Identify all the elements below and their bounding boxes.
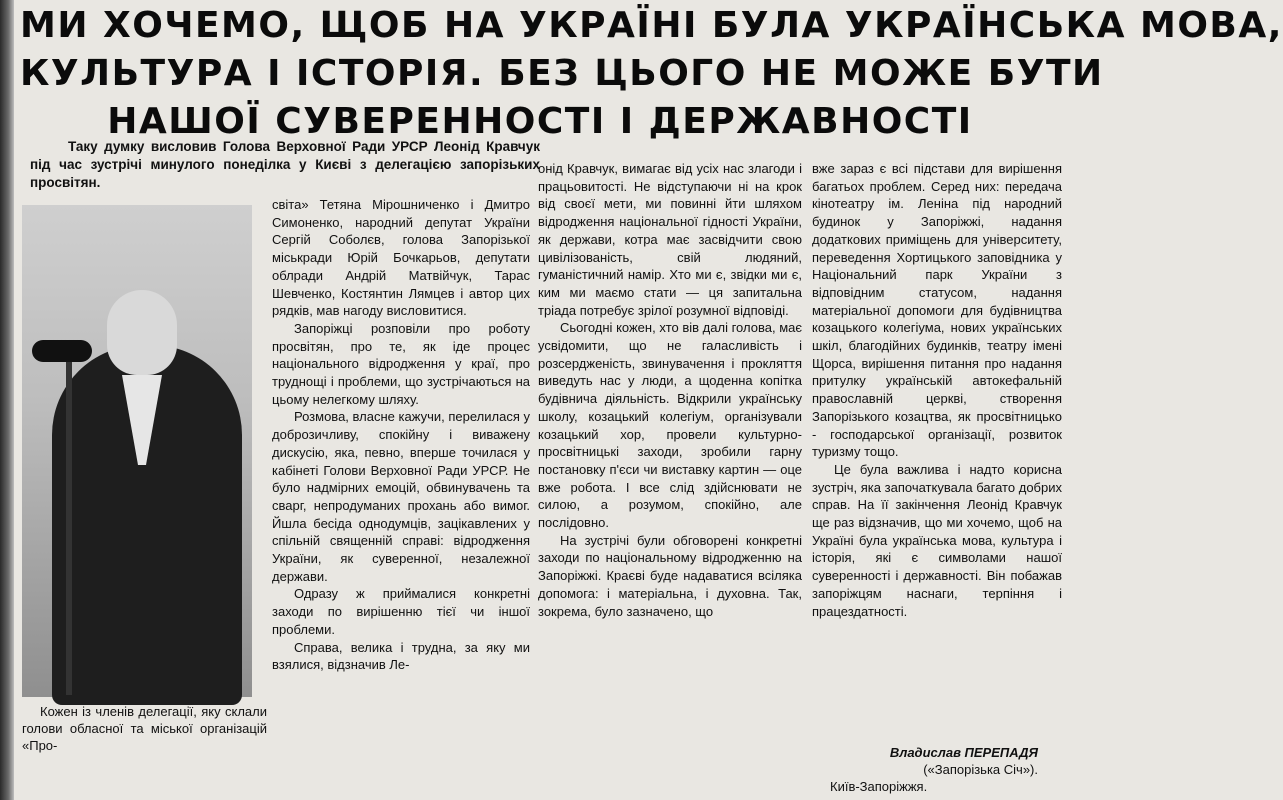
page-edge-shadow — [0, 0, 14, 800]
column4-paragraph: вже зараз є всі підстави для вирішення багатьох проблем. Серед них: передача кінотеатру ім. Леніна під народний будинок у Запоріжжі, надання додаткових приміщень для університету, переведення Хортицького заповідника у Національний парк України з відповідним статусом, надання матеріальної допомоги для будівництва козацького колегіума, нових українських шкіл, благодійних будинків, театру імені Щорса, вирішення питання про надання притулку українській автокефальній православній церкві, створення Запорізького козацтва, як просвітницько - господарської організації, розвиток туризму тощо. — [812, 161, 1062, 460]
column2-paragraph: Запоріжці розповіли про роботу просвітян, про те, як іде процес національного відродження у краї, про труднощі і проблеми, що зустрічаються на цьому нелегкому шляху. — [272, 320, 530, 407]
column2-paragraph: Справа, велика і трудна, за яку ми взялися, відзначив Ле- — [272, 639, 530, 673]
photo-figure-head — [107, 290, 177, 375]
lede-paragraph: Таку думку висловив Голова Верховної Ради УРСР Леонід Кравчук під час зустрічі минулого понеділка у Києві з делегацією запорізьких просвітян. — [30, 139, 540, 190]
dateline-place: Київ-Запоріжжя. — [830, 779, 928, 794]
photo-microphone — [32, 340, 92, 362]
column3-paragraph: На зустрічі були обговорені конкретні заходи по національному відродженню на Запоріжжі. Краєві буде надаватися всіляка допомога: і матеріальна, і духовна. Так, зокрема, було зазначено, що — [538, 532, 802, 619]
caption-paragraph: Кожен із членів делегації, яку склали голови обласної та міської організацій «Про- — [22, 704, 267, 753]
headline-line-2: КУЛЬТУРА І ІСТОРІЯ. БЕЗ ЦЬОГО НЕ МОЖЕ БУТИ — [20, 53, 1104, 94]
article-column-3 — [538, 160, 802, 620]
article-column-2 — [272, 196, 530, 674]
source-newspaper: («Запорізька Січ»). — [923, 762, 1038, 777]
headline-line-3: НАШОЇ СУВЕРЕННОСТІ І ДЕРЖАВНОСТІ — [107, 101, 973, 142]
photo-mic-stand — [66, 355, 72, 695]
column2-paragraph: Розмова, власне кажучи, перелилася у доброзичливу, спокійну і виважену дискусію, яка, певно, вперше точилася у кабінеті Голови Верховної Ради УРСР. Не було надмірних емоцій, обвинувачень та сварг, непродуманих прохань або вимог. Йшла бесіда однодумців, зацікавлених у спільній священній справі: відродження України, як суверенної, незалежної держави. — [272, 409, 530, 584]
column2-paragraph: світа» Тетяна Мірошниченко і Дмитро Симоненко, народний депутат України Сергій Соболєв, голова Запорізької міськради Юрій Бочкарьов, депутати облради Андрій Матвійчук, Тарас Шевченко, Костянтин Лямцев і автор цих рядків, мав нагоду висловитися. — [272, 197, 530, 319]
column4-paragraph: Це була важлива і надто корисна зустріч, яка започаткувала багато добрих справ. На її закінчення Леонід Кравчук ще раз відзначив, що ми хочемо, щоб на Україні була українська мова, культура і історія, які є символами нашої суверенності і державності. Він побажав запоріжцям наснаги, терпіння і працездатності. — [812, 461, 1062, 619]
column3-paragraph: Сьогодні кожен, хто вів далі голова, має усвідомити, що не галасливість і розсердженість, звинувачення і прокляття виведуть нас у люди, а щоденна копітка будівнича діяльність. Відкрили українську школу, козацький колегіум, організували козацький хор, провели культурно-просвітницькі заходи, зробили гарну постановку п'єси чи виставку картин — оце вже робота. І все слід здійснювати не силою, а розумом, спокійно, але послідовно. — [538, 320, 802, 531]
article-column-4 — [812, 160, 1062, 620]
headline — [20, 2, 1283, 146]
author-name: Владислав ПЕРЕПАДЯ — [889, 745, 1038, 760]
article-photo — [22, 205, 252, 697]
column3-paragraph: онід Кравчук, вимагає від усіх нас злагоди і працьовитості. Не відступаючи ні на крок від своєї мети, ми повинні йти шляхом відродження національної гідності України, як держави, котра має засвідчити свою цивілізованість, свій людяний, гуманістичний намір. Хто ми є, звідки ми є, ким ми маємо стати — ця запитальна тріада потребує зрілої розумної відповіді. — [538, 161, 802, 318]
signature-block — [812, 744, 1062, 795]
headline-line-1: МИ ХОЧЕМО, ЩОБ НА УКРАЇНІ БУЛА УКРАЇНСЬКА МОВА, — [20, 5, 1283, 46]
column2-paragraph: Одразу ж приймалися конкретні заходи по вирішенню тієї чи іншої проблеми. — [272, 586, 530, 637]
